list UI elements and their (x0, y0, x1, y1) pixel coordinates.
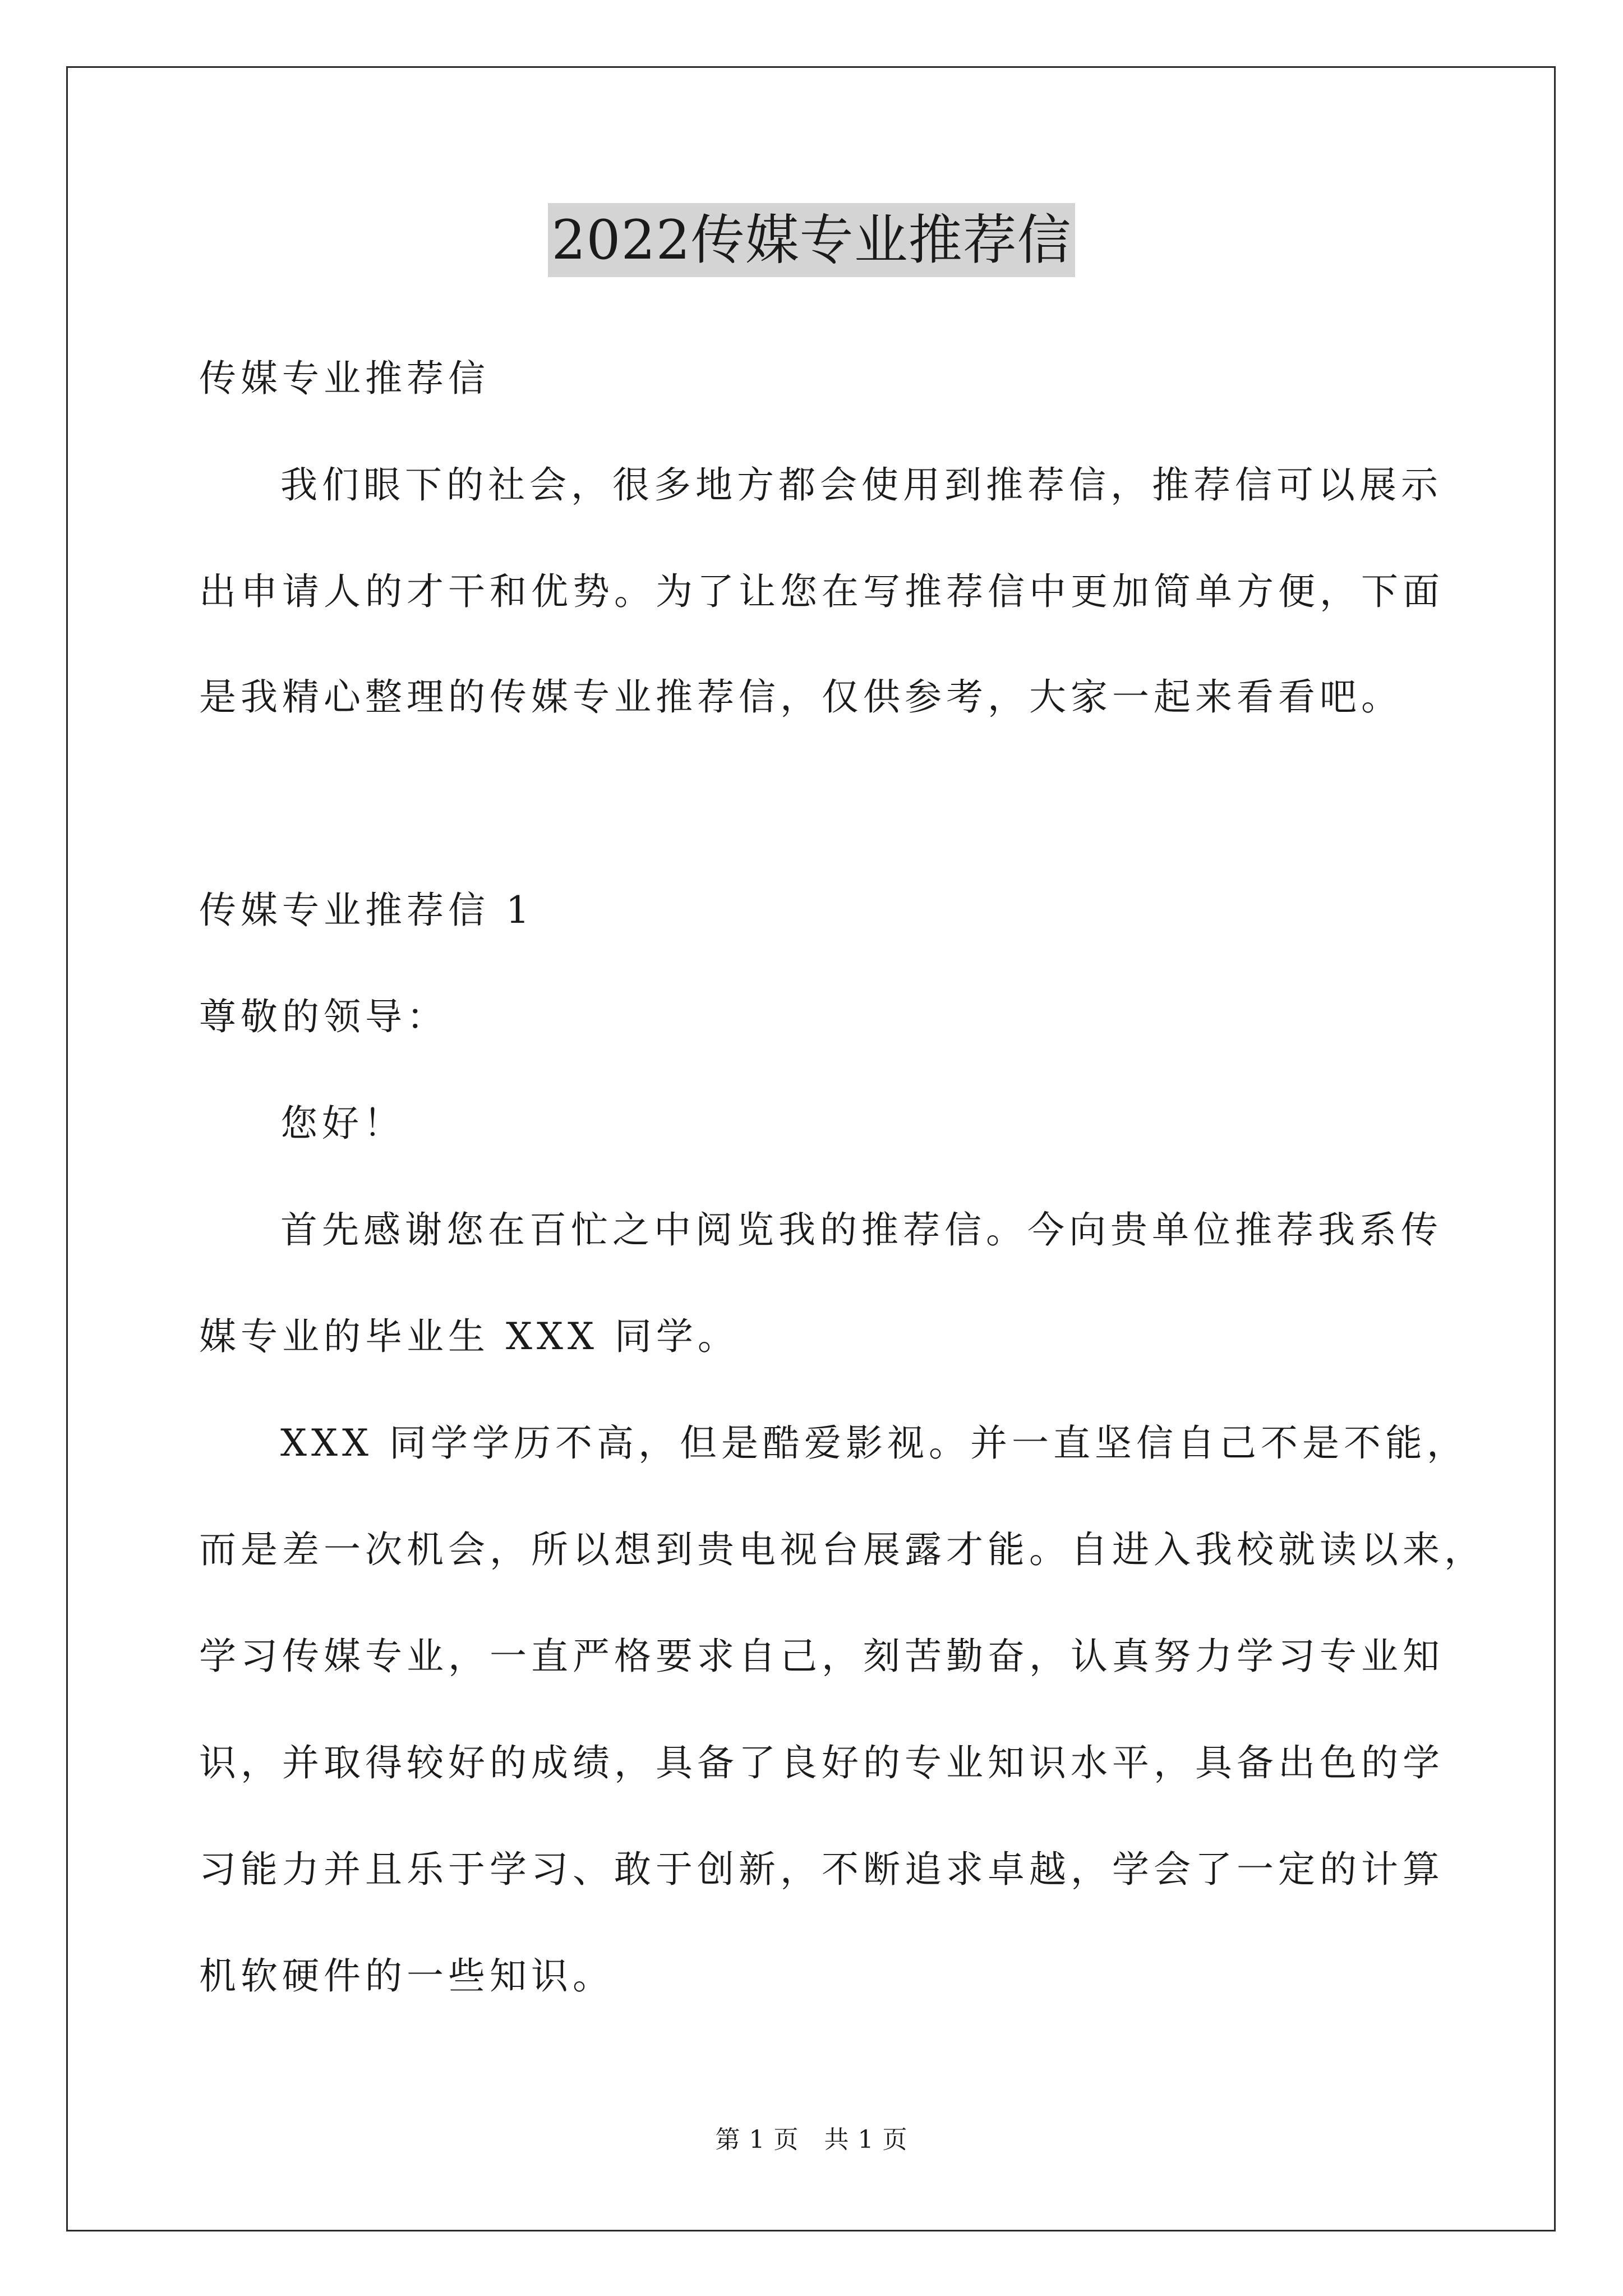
document-subtitle: 传媒专业推荐信 (199, 357, 490, 400)
paragraph2-line-3: 学习传媒专业，一直严格要求自己，刻苦勤奋，认真努力学习专业知 (199, 1635, 1444, 1678)
paragraph2-line-5: 习能力并且乐于学习、敢于创新，不断追求卓越，学会了一定的计算 (199, 1848, 1444, 1891)
section-heading: 传媒专业推荐信 1 (199, 889, 534, 932)
intro-line-1: 我们眼下的社会，很多地方都会使用到推荐信，推荐信可以展示 (280, 463, 1442, 507)
intro-line-2: 出申请人的才干和优势。为了让您在写推荐信中更加简单方便，下面 (199, 570, 1444, 613)
paragraph2-line-4: 识，并取得较好的成绩，具备了良好的专业知识水平，具备出色的学 (199, 1741, 1444, 1784)
paragraph1-line-1: 首先感谢您在百忙之中阅览我的推荐信。今向贵单位推荐我系传 (280, 1208, 1442, 1251)
title-container (0, 203, 1623, 277)
salutation: 尊敬的领导： (199, 995, 448, 1038)
page-footer: 第 1 页 共 1 页 (715, 2125, 908, 2154)
intro-line-3: 是我精心整理的传媒专业推荐信，仅供参考，大家一起来看看吧。 (199, 675, 1403, 719)
document-title: 2022传媒专业推荐信 (548, 203, 1075, 277)
greeting: 您好！ (280, 1102, 405, 1145)
paragraph1-line-2: 媒专业的毕业生 XXX 同学。 (199, 1315, 739, 1358)
paragraph2-line-2: 而是差一次机会，所以想到贵电视台展露才能。自进入我校就读以来， (199, 1528, 1486, 1571)
paragraph2-line-1: XXX 同学学历不高，但是酷爱影视。并一直坚信自己不是不能， (280, 1421, 1468, 1465)
paragraph2-line-6: 机软硬件的一些知识。 (199, 1954, 614, 1998)
